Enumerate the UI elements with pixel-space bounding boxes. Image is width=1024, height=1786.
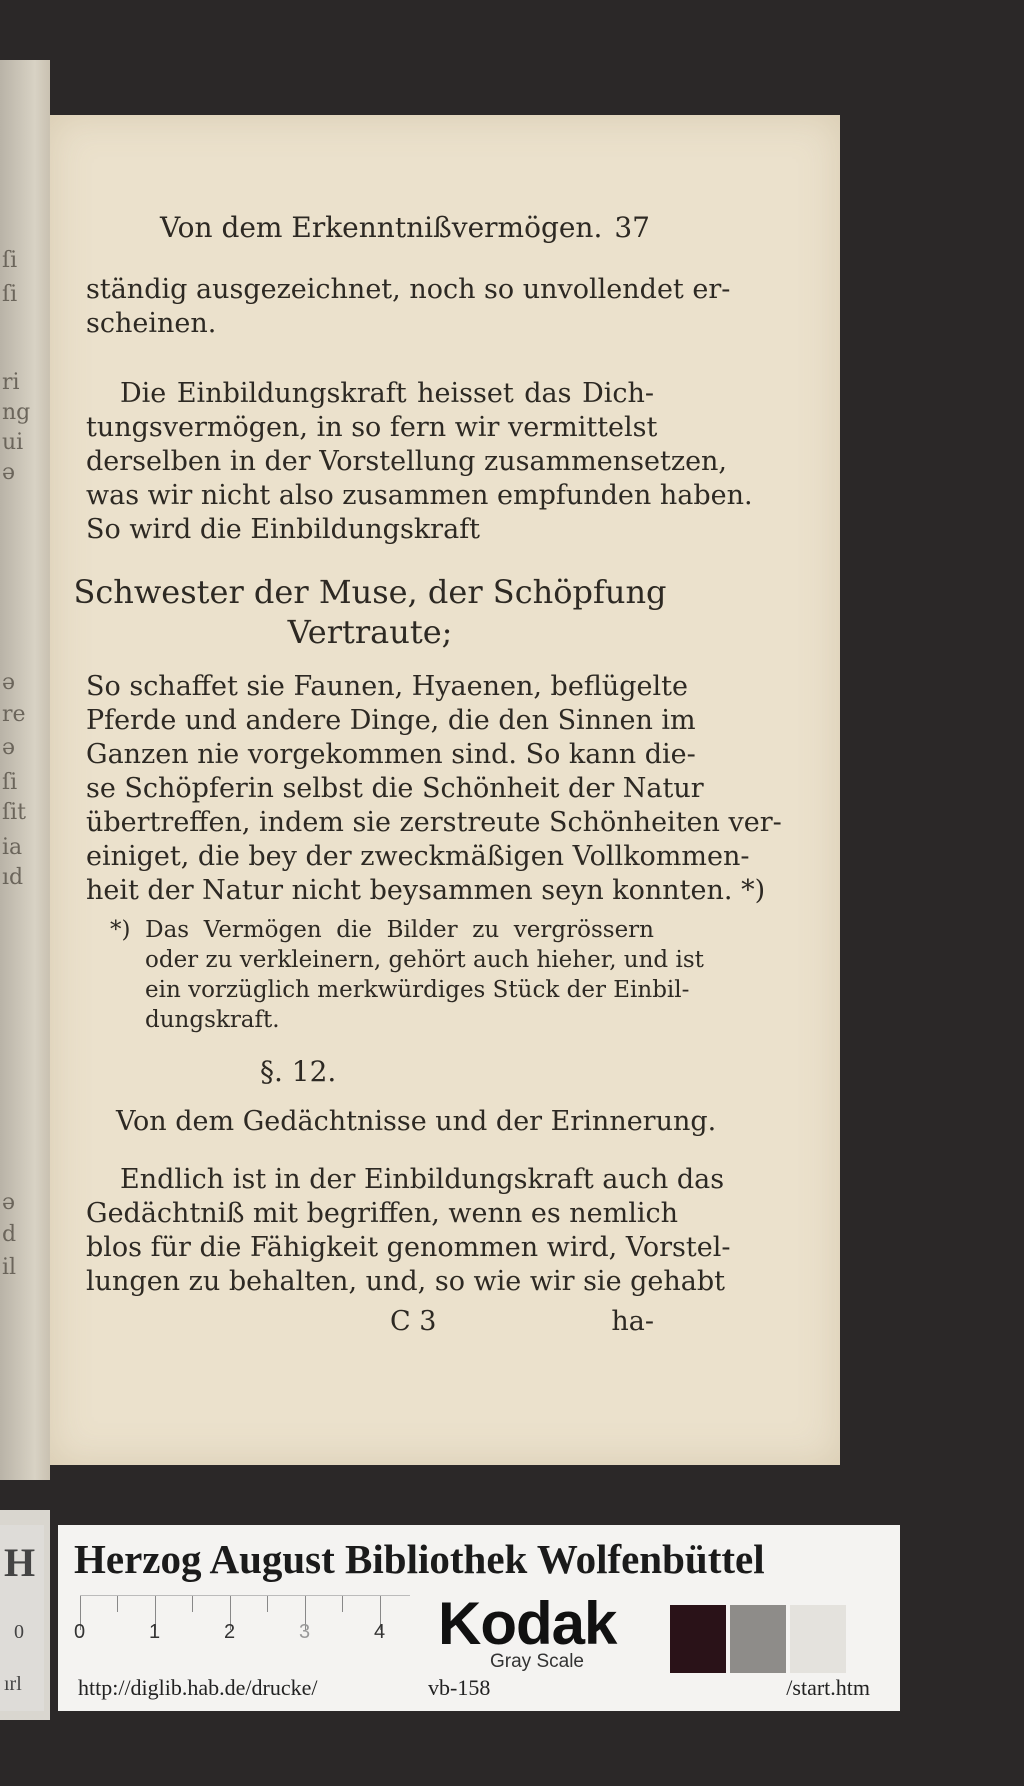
- edge-fragment: ə: [2, 735, 16, 760]
- text-line: se Schöpferin selbst die Schönheit der Natur: [86, 773, 704, 804]
- running-head-title: Von dem Erkenntnißvermögen.: [160, 211, 603, 244]
- section-number: §. 12.: [260, 1055, 337, 1088]
- catchword: ha-: [611, 1306, 654, 1337]
- gray-scale-label: Gray Scale: [490, 1651, 584, 1672]
- edge-fragment: ſit: [2, 800, 27, 825]
- gray-patch-light: [790, 1605, 846, 1673]
- signature-mark: C 3: [390, 1306, 437, 1337]
- kodak-logo: Kodak: [438, 1590, 617, 1657]
- text-line: So schaffet sie Faunen, Hyaenen, beflügelte: [86, 671, 688, 702]
- calibration-card: [58, 1525, 900, 1711]
- text-line: blos für die Fähigkeit genommen wird, Vorstel-: [86, 1232, 731, 1263]
- edge-fragment: ə: [2, 670, 16, 695]
- ruler-number: 0: [74, 1621, 86, 1643]
- footnote-line: *) Das Vermögen die Bilder zu vergrössern: [110, 917, 654, 943]
- edge-fragment: ə: [2, 1190, 16, 1215]
- edge-fragment: re: [2, 702, 26, 727]
- footnote-line: dungskraft.: [145, 1007, 280, 1033]
- text-line: übertreffen, indem sie zerstreute Schönheiten ver-: [86, 807, 782, 838]
- running-head: [160, 211, 650, 245]
- section-title: Von dem Gedächtnisse und der Erinnerung.: [116, 1106, 717, 1137]
- gray-patch-dark: [670, 1605, 726, 1673]
- ruler-number: 4: [374, 1621, 386, 1643]
- edge-fragment: ıd: [2, 865, 24, 890]
- edge-fragment: ri: [2, 370, 20, 395]
- edge-fragment: ng: [2, 400, 31, 425]
- text-line: So wird die Einbildungskraft: [86, 514, 481, 545]
- ruler-tick: [117, 1596, 118, 1612]
- gray-patch-mid: [730, 1605, 786, 1673]
- text-line: tungsvermögen, in so fern wir vermittelst: [86, 412, 658, 443]
- ruler-tick: [342, 1596, 343, 1612]
- text-line: derselben in der Vorstellung zusammensetzen,: [86, 446, 728, 477]
- start-page-url: /start.htm: [786, 1675, 870, 1700]
- ruler: [80, 1595, 410, 1636]
- footnote-line: oder zu verkleinern, gehört auch hieher, und ist: [145, 947, 704, 973]
- edge-fragment: ſi: [2, 248, 18, 273]
- ruler-tick: [267, 1596, 268, 1612]
- ruler-number: 2: [224, 1621, 236, 1643]
- edge-fragment: ia: [2, 835, 23, 860]
- footnote-line: ein vorzüglich merkwürdiges Stück der Einbil-: [145, 977, 690, 1003]
- text-line: ständig ausgezeichnet, noch so unvollendet er-: [86, 274, 731, 305]
- ruler-number: 3: [299, 1621, 311, 1643]
- edge-fragment: ui: [2, 430, 24, 455]
- text-line: lungen zu behalten, und, so wie wir sie gehabt: [86, 1266, 726, 1297]
- library-name: Herzog August Bibliothek Wolfenbüttel: [74, 1536, 765, 1582]
- text-line: Pferde und andere Dinge, die den Sinnen im: [86, 705, 696, 736]
- edge-fragment: il: [2, 1255, 17, 1280]
- text-line: scheinen.: [86, 308, 217, 339]
- ruler-number: 1: [149, 1621, 161, 1643]
- text-line: heit der Natur nicht beysammen seyn konnten. *): [86, 875, 766, 906]
- edge-fragment: d: [2, 1222, 17, 1247]
- text-line: Die Einbildungskraft heisset das Dich-: [120, 378, 654, 409]
- edge-fragment: ſi: [2, 770, 18, 795]
- card-edge-letter: 0: [14, 1621, 24, 1643]
- shelf-code: vb-158: [428, 1675, 491, 1700]
- text-line: einiget, die bey der zweckmäßigen Vollkommen-: [86, 841, 750, 872]
- text-line: Endlich ist in der Einbildungskraft auch das: [120, 1164, 725, 1195]
- text-line: was wir nicht also zusammen empfunden haben.: [86, 480, 753, 511]
- page-number: 37: [614, 211, 650, 244]
- edge-fragment: ə: [2, 460, 16, 485]
- text-line: Ganzen nie vorgekommen sind. So kann die-: [86, 739, 696, 770]
- digital-library-url: http://diglib.hab.de/drucke/: [78, 1675, 318, 1700]
- edge-fragment: ſi: [2, 282, 18, 307]
- card-edge-letter: ırl: [4, 1673, 22, 1695]
- text-line: Gedächtniß mit begriffen, wenn es nemlich: [86, 1198, 679, 1229]
- book-page: [50, 115, 840, 1465]
- left-card-strip: [0, 1525, 44, 1711]
- verse-line: Vertraute;: [287, 613, 453, 651]
- verse-line: Schwester der Muse, der Schöpfung: [73, 573, 667, 611]
- ruler-tick: [192, 1596, 193, 1612]
- card-edge-letter: H: [4, 1540, 36, 1585]
